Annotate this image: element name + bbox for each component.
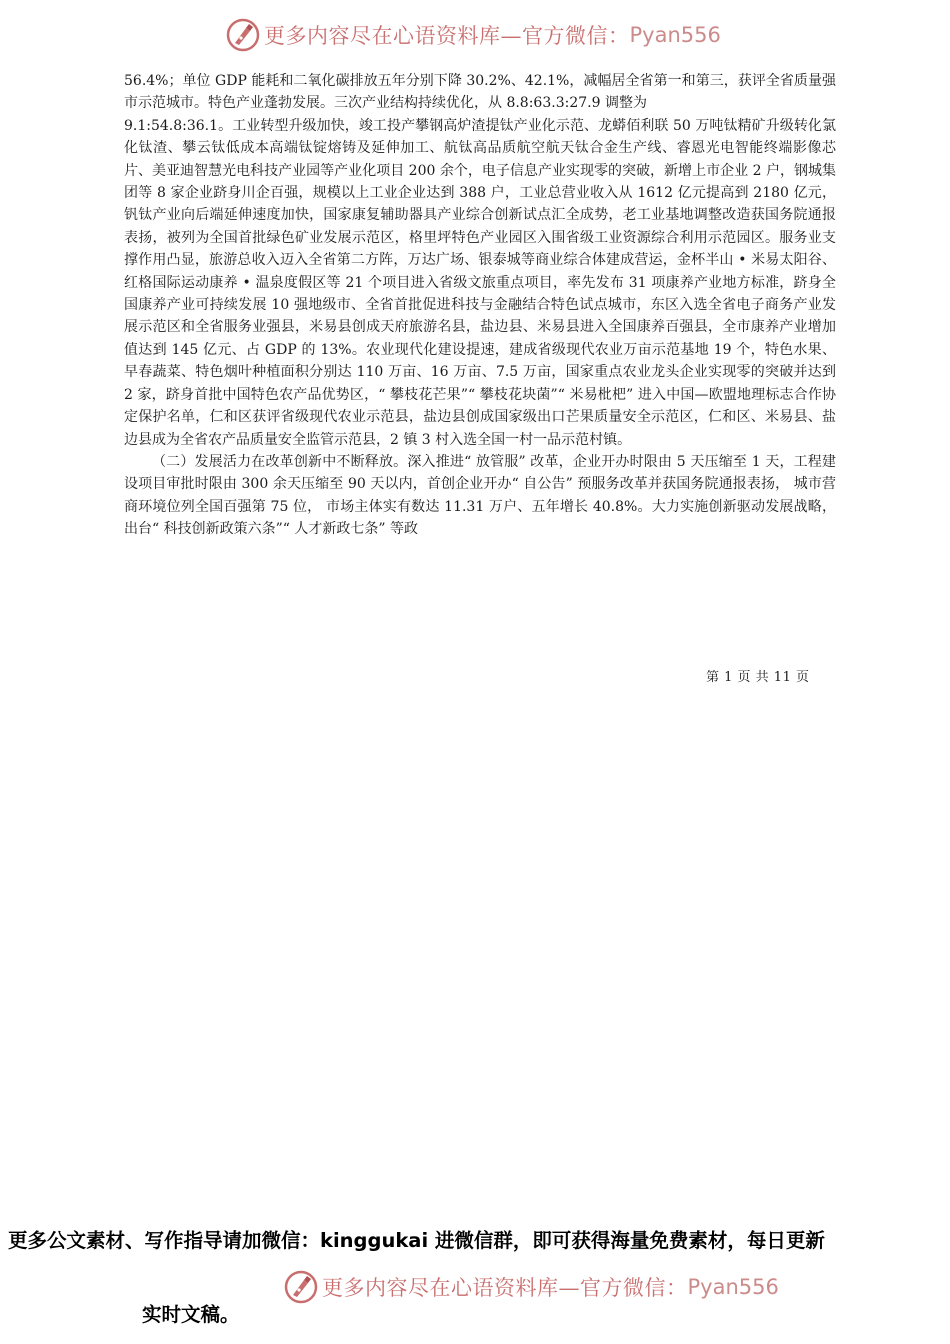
watermark-wechat-id: Pyan556 [687,1275,779,1299]
body-paragraph: 9.1:54.8:36.1。工业转型升级加快，竣工投产攀钢高炉渣提钛产业化示范、龙蟒佰利联 50 万吨钛精矿升级转化氯化钛渣、攀云钛低成本高端钛锭熔铸及延伸加工、航钛高品质航空航天钛合金生产线、睿恩光电智能终端影像芯片、美亚迪智慧光电科技产业园等产业化项目 200 余个，电子信息产业实现零的突破，新增上市企业 2 户，钢城集团等 8 家企业跻身川企百强，规模以上工业企业达到 388 户，工业总营业收入从 1612 亿元提高到 2180 亿元，钒钛产业向后端延伸速度加快，国家康复辅助器具产业综合创新试点汇全成势，老工业基地调整改造获国务院通报表扬，被列为全国首批绿色矿业发展示范区，格里坪特色产业园区入围省级工业资源综合利用示范园区。服务业支撑作用凸显，旅游总收入迈入全省第二方阵，万达广场、银泰城等商业综合体建成营运，金杯半山 • 米易太阳谷、红格国际运动康养 • 温泉度假区等 21 个项目进入省级文旅重点项目，率先发布 31 项康养产业地方标准，跻身全国康养产业可持续发展 10 强地级市、全省首批促进科技与金融结合特色试点城市，东区入选全省电子商务产业发展示范区和全省服务业强县，米易县创成天府旅游名县，盐边县、米易县进入全国康养百强县，全市康养产业增加值达到 145 亿元、占 GDP 的 13%。农业现代化建设提速，建成省级现代农业万亩示范基地 19 个，特色水果、早春蔬菜、特色烟叶种植面积分别达 110 万亩、16 万亩、7.5 万亩，国家重点农业龙头企业实现零的突破并达到 2 家，跻身首批中国特色农产品优势区，“ 攀枝花芒果”“ 攀枝花块菌”“ 米易枇杷” 进入中国—欧盟地理标志合作协定保护名单，仁和区获评省级现代农业示范县，盐边县创成国家级出口芒果质量安全示范区，仁和区、米易县、盐边县成为全省农产品质量安全监管示范县，2 镇 3 村入选全国一村一品示范村镇。 [124,117,836,448]
page-number: 第 1 页 共 11 页 [706,670,810,685]
watermark-brand-text: 更多内容尽在心语资料库—官方微信： [264,24,630,48]
promo-text: 更多公文素材、写作指导请加微信：kinggukai 进微信群，即可获得海量免费素材，每日更新 [8,1229,825,1252]
pen-nib-logo-icon [226,18,260,52]
watermark-brand-text: 更多内容尽在心语资料库—官方微信： [322,1276,688,1300]
pen-nib-logo-icon [284,1270,318,1304]
body-paragraph: 56.4%；单位 GDP 能耗和二氧化碳排放五年分别下降 30.2%、42.1%，减幅居全省第一和第三，获评全省质量强市示范城市。特色产业蓬勃发展。三次产业结构持续优化，从 8.8:63.3:27.9 调整为 [124,73,836,112]
bottom-watermark-banner [284,1270,779,1304]
promo-text-tail: 实时文稿。 [142,1303,240,1326]
document-body [124,70,836,541]
body-paragraph: （二）发展活力在改革创新中不断释放。深入推进“ 放管服” 改革，企业开办时限由 5 天压缩至 1 天，工程建设项目审批时限由 300 余天压缩至 90 天以内，首创企业开办“ 自公告” 预服务改革并获国务院通报表扬， 城市营商环境位列全国百强第 75 位， 市场主体实有数达 11.31 万户、五年增长 40.8%。大力实施创新驱动发展战略，出台“ 科技创新政策六条”“ 人才新政七条” 等政 [124,453,836,538]
watermark-wechat-id: Pyan556 [629,23,721,47]
top-watermark-banner [226,18,721,52]
